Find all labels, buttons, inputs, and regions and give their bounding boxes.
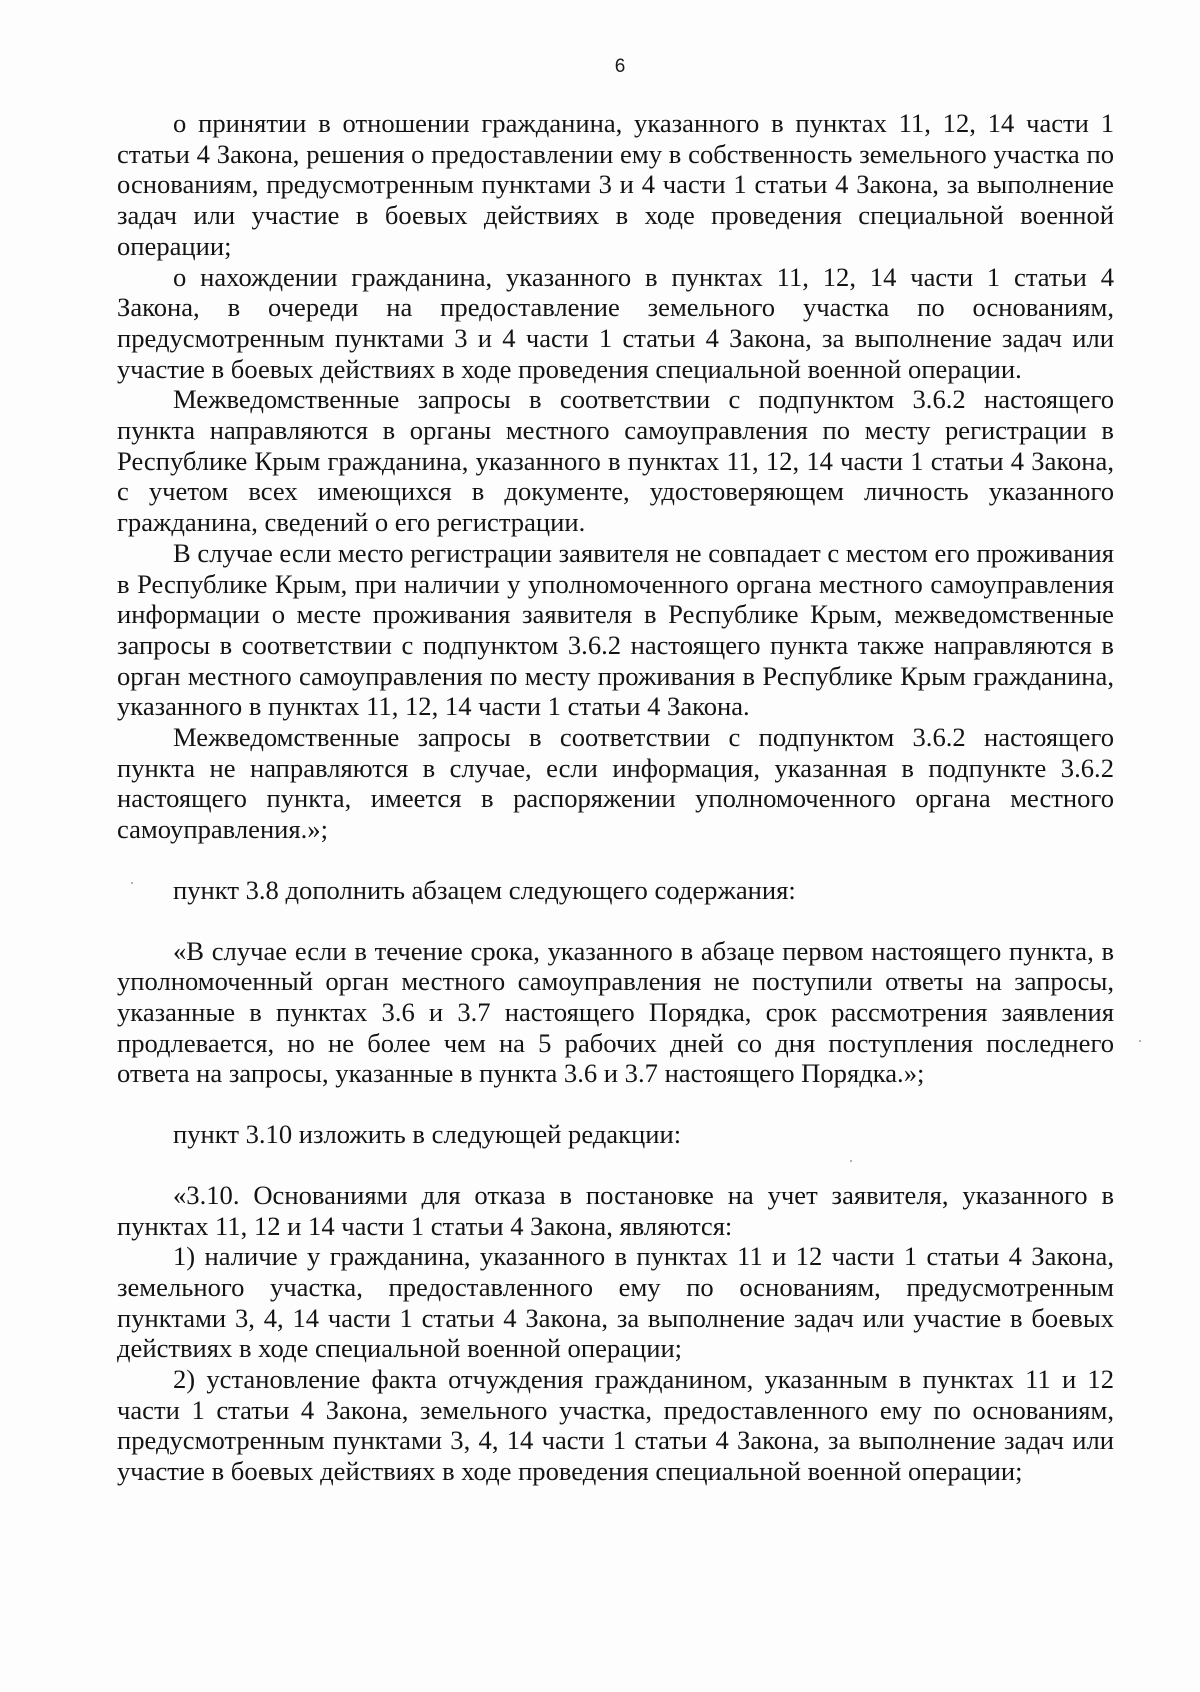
page-number: 6 <box>614 56 626 77</box>
scan-speck <box>850 1160 852 1162</box>
scan-speck <box>1139 1040 1141 1042</box>
paragraph: «В случае если в течение срока, указанного в абзаце первом настоящего пункта, в уполномоченный орган местного самоуправления не поступили ответы на запросы, указанные в пунктах 3.6 и 3.7 настоящего Порядка, срок рассмотрения заявления продлевается, но не более чем на 5 рабочих дней со дня поступления последнего ответа на запросы, указанные в пункта 3.6 и 3.7 настоящего Порядка.»; <box>117 935 1114 1089</box>
paragraph: Межведомственные запросы в соответствии с подпунктом 3.6.2 настоящего пункта не направляются в случае, если информация, указанная в подпункте 3.6.2 настоящего пункта, имеется в распоряжении уполномоченного органа местного самоуправления.»; <box>117 722 1114 845</box>
paragraph: 1) наличие у гражданина, указанного в пунктах 11 и 12 части 1 статьи 4 Закона, земельного участка, предоставленного ему по основаниям, предусмотренным пунктами 3, 4, 14 части 1 статьи 4 Закона, за выполнение задач или участие в боевых действиях в ходе специальной военной операции; <box>117 1241 1114 1364</box>
paragraph: о нахождении гражданина, указанного в пунктах 11, 12, 14 части 1 статьи 4 Закона, в очереди на предоставление земельного участка по основаниям, предусмотренным пунктами 3 и 4 части 1 статьи 4 Закона, за выполнение задач или участие в боевых действиях в ходе проведения специальной военной операции. <box>117 261 1114 384</box>
paragraph: «3.10. Основаниями для отказа в постановке на учет заявителя, указанного в пунктах 11, 12 и 14 части 1 статьи 4 Закона, являются: <box>117 1179 1114 1241</box>
scan-speck <box>131 882 133 884</box>
document-body <box>117 108 1114 1487</box>
paragraph: В случае если место регистрации заявителя не совпадает с местом его проживания в Республике Крым, при наличии у уполномоченного органа местного самоуправления информации о месте проживания заявителя в Республике Крым, межведомственные запросы в соответствии с подпунктом 3.6.2 настоящего пункта также направляются в орган местного самоуправления по месту проживания в Республике Крым гражданина, указанного в пунктах 11, 12, 14 части 1 статьи 4 Закона. <box>117 537 1114 722</box>
paragraph: пункт 3.10 изложить в следующей редакции: <box>173 1119 682 1150</box>
paragraph: о принятии в отношении гражданина, указанного в пунктах 11, 12, 14 части 1 статьи 4 Закона, решения о предоставлении ему в собственность земельного участка по основаниям, предусмотренным пунктами 3 и 4 части 1 статьи 4 Закона, за выполнение задач или участие в боевых действиях в ходе проведения специальной военной операции; <box>117 108 1114 261</box>
paragraph: пункт 3.8 дополнить абзацем следующего содержания: <box>173 874 796 905</box>
paragraph: 2) установление факта отчуждения гражданином, указанным в пунктах 11 и 12 части 1 статьи 4 Закона, земельного участка, предоставленного ему по основаниям, предусмотренным пунктами 3, 4, 14 части 1 статьи 4 Закона, за выполнение задач или участие в боевых действиях в ходе проведения специальной военной операции; <box>117 1364 1114 1487</box>
paragraph: Межведомственные запросы в соответствии с подпунктом 3.6.2 настоящего пункта направляются в органы местного самоуправления по месту регистрации в Республике Крым гражданина, указанного в пунктах 11, 12, 14 части 1 статьи 4 Закона, с учетом всех имеющихся в документе, удостоверяющем личность указанного гражданина, сведений о его регистрации. <box>117 384 1114 538</box>
